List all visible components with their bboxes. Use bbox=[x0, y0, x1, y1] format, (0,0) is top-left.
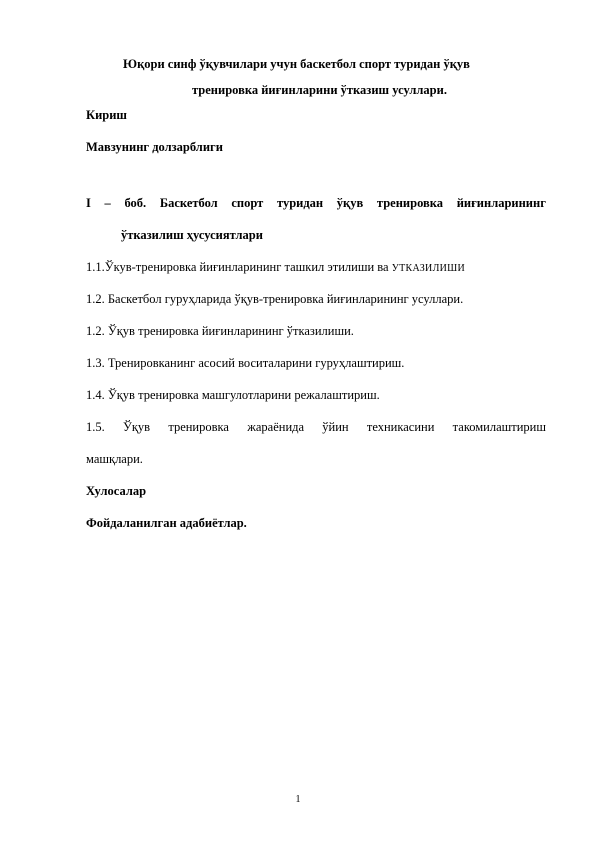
chapter-1-word: спорт bbox=[231, 196, 264, 210]
chapter-1-word: йиғинларининг bbox=[456, 196, 546, 210]
item-1-5-word: жараёнида bbox=[247, 420, 305, 434]
toc-item-1-4: 1.4. Ўқув тренировка машгулотларини режалаштириш. bbox=[86, 388, 380, 402]
toc-relevance: Мавзунинг долзарблиги bbox=[86, 140, 223, 154]
toc-item-1-5-line-2: машқлари. bbox=[86, 452, 143, 466]
chapter-1-word: боб. bbox=[124, 196, 147, 210]
document-title-line-2: тренировка йиғинларини ўтказиш усуллари. bbox=[192, 83, 447, 97]
toc-item-1-5-line-1 bbox=[86, 420, 546, 435]
toc-intro: Кириш bbox=[86, 108, 127, 122]
toc-item-1-1-tail: УТКАЗИЛИШИ bbox=[391, 263, 466, 274]
document-title-line-1: Юқори синф ўқувчилари учун баскетбол спорт туридан ўқув bbox=[123, 57, 470, 71]
item-1-5-word: тренировка bbox=[168, 420, 229, 434]
item-1-5-word: такомилаштириш bbox=[452, 420, 546, 434]
toc-chapter-1-line-2: ўтказилиш ҳусусиятлари bbox=[121, 228, 263, 242]
toc-item-1-3: 1.3. Тренировканинг асосий воситаларини гуруҳлаштириш. bbox=[86, 356, 405, 370]
toc-item-1-1-main: 1.1.Ўкув-тренировка йиғинларининг ташкил этилиши ва bbox=[86, 260, 392, 274]
item-1-5-word: ўйин bbox=[322, 420, 349, 434]
chapter-1-word: – bbox=[104, 196, 111, 210]
item-1-5-word: техникасини bbox=[366, 420, 435, 434]
toc-conclusion: Хулосалар bbox=[86, 484, 147, 498]
toc-chapter-1-line-1 bbox=[86, 196, 546, 211]
toc-references: Фойдаланилган адабиётлар. bbox=[86, 516, 247, 530]
chapter-1-word: тренировка bbox=[376, 196, 444, 210]
chapter-1-word: Баскетбол bbox=[159, 196, 218, 210]
toc-item-1-2a: 1.2. Баскетбол гуруҳларида ўқув-тренировка йиғинларининг усуллари. bbox=[86, 292, 464, 306]
item-1-5-word: Ўқув bbox=[123, 420, 151, 434]
chapter-1-word: ўқув bbox=[336, 196, 364, 210]
page-number: 1 bbox=[295, 794, 301, 805]
toc-item-1-2b: 1.2. Ўқув тренировка йиғинларининг ўтказилиши. bbox=[86, 324, 354, 338]
item-1-5-word: 1.5. bbox=[86, 420, 105, 434]
chapter-1-word: I bbox=[86, 196, 91, 210]
toc-item-1-1 bbox=[86, 260, 465, 275]
chapter-1-word: туридан bbox=[276, 196, 324, 210]
